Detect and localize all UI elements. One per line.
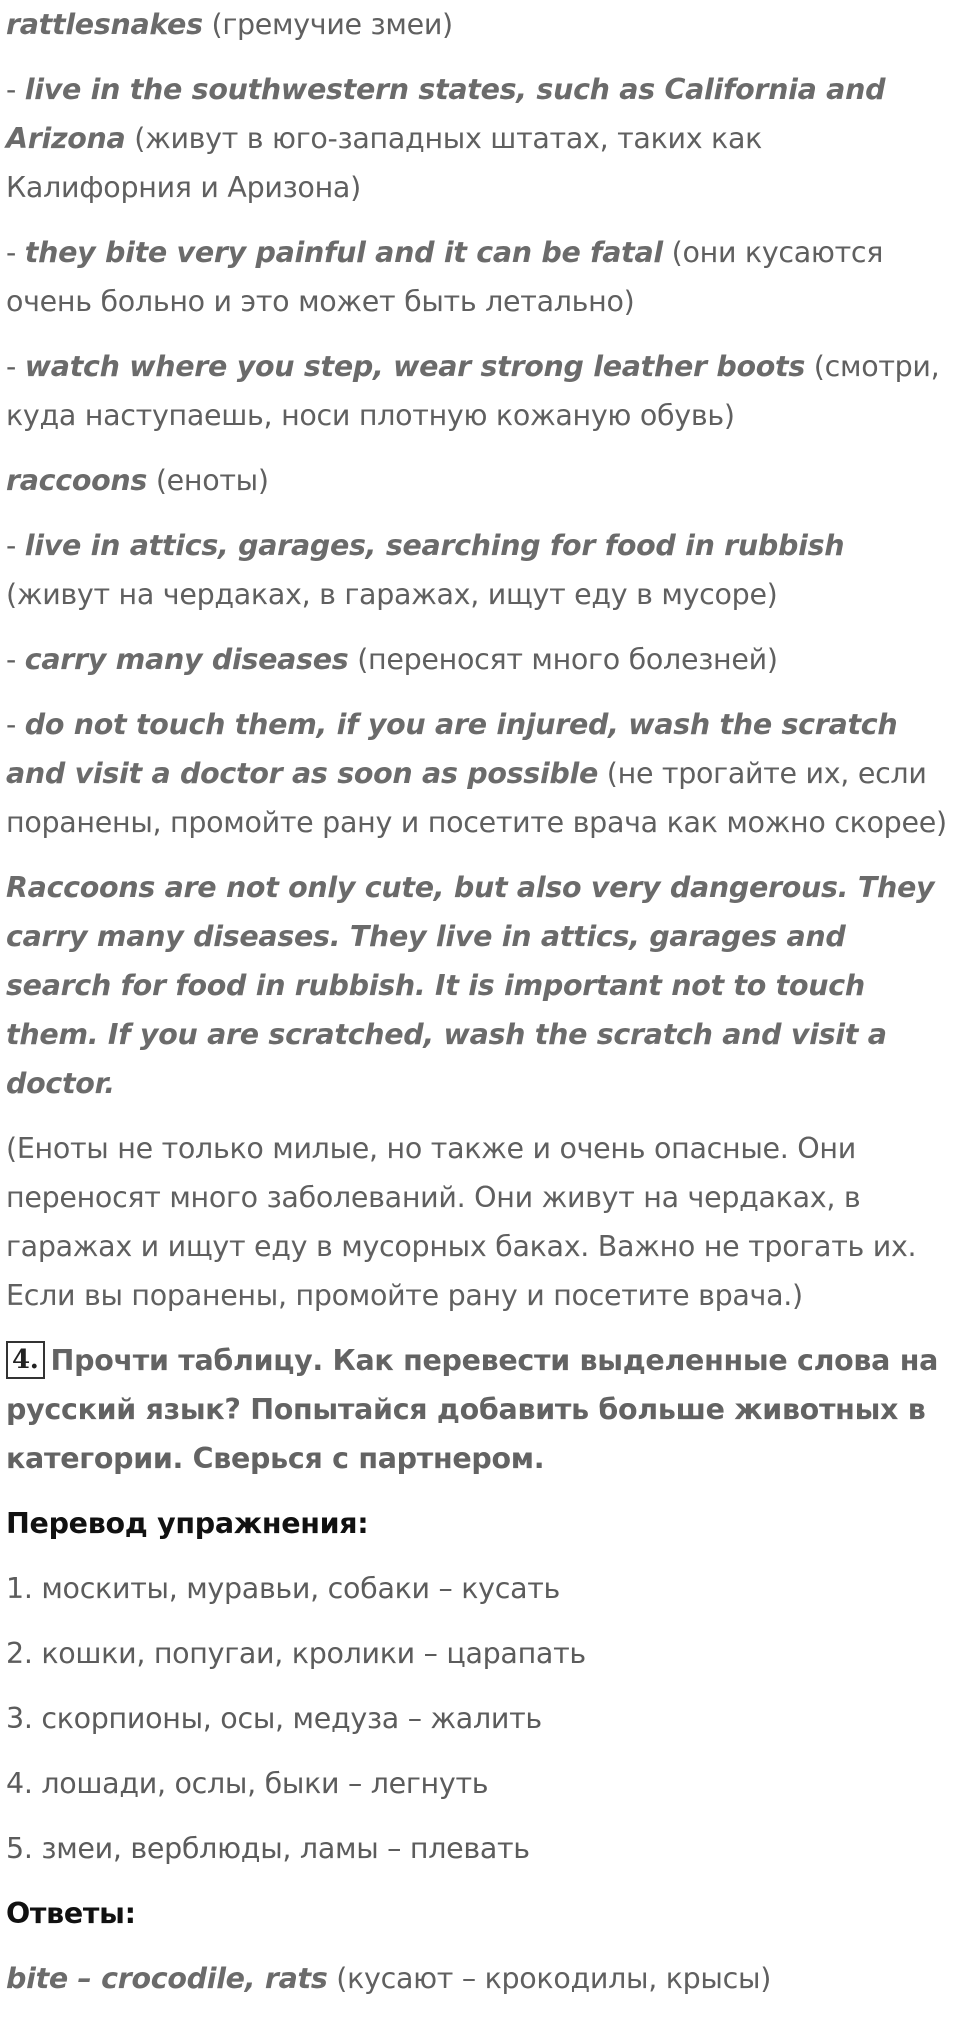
bullet-dash: - [6, 73, 25, 106]
fact-english: live in attics, garages, searching for food in rubbish [24, 529, 845, 562]
rattlesnakes-fact-2 [6, 228, 950, 326]
summary-english: Raccoons are not only cute, but also very dangerous. They carry many diseases. They live in attics, garages and search for food in rubbish. It is important not to touch them. If you are scratched, wash the scratch and visit a doctor. [6, 871, 935, 1100]
bullet-dash: - [6, 236, 25, 269]
bullet-dash: - [6, 643, 25, 676]
term-russian: (еноты) [147, 464, 269, 497]
translation-item: 5. змеи, верблюды, ламы – плевать [6, 1832, 530, 1865]
fact-russian: (не трогайте их, если поранены, промойте рану и посетите врача как можно скорее) [6, 757, 947, 839]
exercise-number-box: 4. [6, 1341, 45, 1379]
document-page [6, 0, 950, 2019]
translation-item: 2. кошки, попугаи, кролики – царапать [6, 1637, 586, 1670]
fact-russian: (живут на чердаках, в гаражах, ищут еду в мусоре) [6, 578, 778, 611]
exercise-instruction-block [6, 1336, 950, 1483]
exercise-instruction: Прочти таблицу. Как перевести выделенные слова на русский язык? Попытайся добавить больше животных в категории. Сверься с партнером. [6, 1344, 939, 1475]
fact-english: live in the southwestern states, such as California and Arizona [6, 73, 886, 155]
translation-item: 3. скорпионы, осы, медуза – жалить [6, 1702, 542, 1735]
term-english: rattlesnakes [6, 8, 203, 41]
fact-english: they bite very painful and it can be fatal [24, 236, 663, 269]
fact-russian: (живут в юго-западных штатах, таких как Калифорния и Аризона) [6, 122, 763, 204]
answer-russian: (кусают – крокодилы, крысы) [327, 1962, 772, 1995]
translation-item: 4. лошади, ослы, быки – легнуть [6, 1767, 489, 1800]
rattlesnakes-heading [6, 0, 950, 49]
answer-item [6, 1954, 950, 2003]
fact-russian: (смотри, куда наступаешь, носи плотную кожаную обувь) [6, 350, 940, 432]
answer-english: bite – crocodile, rats [6, 1962, 328, 1995]
rattlesnakes-fact-3 [6, 342, 950, 440]
raccoons-fact-2 [6, 635, 950, 684]
term-english: raccoons [6, 464, 148, 497]
raccoons-fact-3 [6, 700, 950, 847]
fact-russian: (они кусаются очень больно и это может быть летально) [6, 236, 884, 318]
fact-english: carry many diseases [24, 643, 349, 676]
raccoons-fact-1 [6, 521, 950, 619]
bullet-dash: - [6, 708, 25, 741]
fact-english: do not touch them, if you are injured, wash the scratch and visit a doctor as soon as possible [6, 708, 898, 790]
answers-title: Ответы: [6, 1897, 136, 1930]
fact-english: watch where you step, wear strong leather boots [24, 350, 806, 383]
bullet-dash: - [6, 529, 25, 562]
term-russian: (гремучие змеи) [202, 8, 453, 41]
summary-russian: (Еноты не только милые, но также и очень опасные. Они переносят много заболеваний. Они живут на чердаках, в гаражах и ищут еду в мусорных баках. Важно не трогать их. Если вы поранены, промойте рану и посетите врача.) [6, 1132, 917, 1312]
translation-title: Перевод упражнения: [6, 1507, 369, 1540]
bullet-dash: - [6, 350, 25, 383]
fact-russian: (переносят много болезней) [348, 643, 778, 676]
raccoons-heading [6, 456, 950, 505]
translation-item: 1. москиты, муравьи, собаки – кусать [6, 1572, 561, 1605]
rattlesnakes-fact-1 [6, 65, 950, 212]
